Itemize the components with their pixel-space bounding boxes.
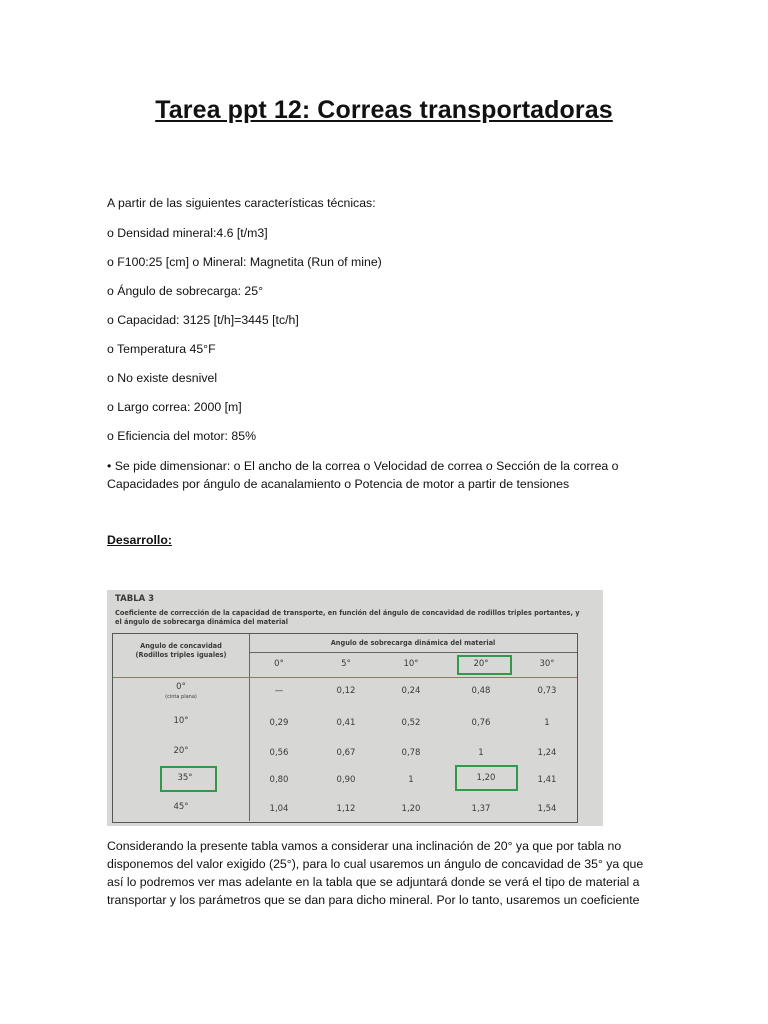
row-angle: 0° <box>176 682 186 692</box>
table-cell: 0,29 <box>269 718 289 728</box>
table-cell: 0,56 <box>269 748 289 758</box>
table-cell: 0,12 <box>336 686 356 696</box>
table-cell: 1,24 <box>537 748 557 758</box>
table-cell: 1,37 <box>471 804 491 814</box>
table-caption: Coeficiente de corrección de la capacidad de transporte, en función del ángulo de concavidad de rodillos triples portantes, y el ángulo de sobrecarga dinámica del material <box>115 609 580 626</box>
page-title: Tarea ppt 12: Correas transportadoras <box>155 96 613 124</box>
highlight-box <box>457 655 512 675</box>
table-cell: 0,24 <box>401 686 421 696</box>
spec-item: o Capacidad: 3125 [t/h]=3445 [tc/h] <box>107 313 299 327</box>
column-header: 10° <box>403 659 419 669</box>
table-cell: 1,04 <box>269 804 289 814</box>
spec-item: o Temperatura 45°F <box>107 342 216 356</box>
table-cell: 0,41 <box>336 718 356 728</box>
spec-item: o Densidad mineral:4.6 [t/m3] <box>107 226 268 240</box>
table-cell: 0,78 <box>401 748 421 758</box>
spec-item: o Eficiencia del motor: 85% <box>107 429 257 443</box>
row-note: (cinta plana) <box>165 694 197 700</box>
table-cell: 1,20 <box>476 773 496 783</box>
row-header-line: (Rodillos triples iguales) <box>135 651 227 659</box>
table-cell: 0,48 <box>471 686 491 696</box>
intro-paragraph: A partir de las siguientes características técnicas: <box>107 196 376 210</box>
row-angle: 35° <box>177 773 193 783</box>
table-cell: 1,12 <box>336 804 356 814</box>
spec-item: o F100:25 [cm] o Mineral: Magnetita (Run of mine) <box>107 255 382 269</box>
requirements-bullet: • Se pide dimensionar: o El ancho de la correa o Velocidad de correa o Sección de la correa o Capacidades por ángulo de acanalamiento o Potencia de motor a partir de tensiones <box>107 459 619 491</box>
column-group-header: Angulo de sobrecarga dinámica del material <box>330 639 496 647</box>
table-frame <box>112 633 578 823</box>
table-cell: 1,41 <box>537 775 557 785</box>
table-cell: 1,20 <box>401 804 421 814</box>
spec-item: o Ángulo de sobrecarga: 25° <box>107 284 264 298</box>
conclusion-paragraph: Considerando la presente tabla vamos a considerar una inclinación de 20° ya que por tabla no disponemos del valor exigido (25°), para lo cual usaremos un ángulo de concavidad de 35° ya que así lo podremos ver mas adelante en la tabla que se adjuntará donde se verá el tipo de material a transportar y los parámetros que se dan para dicho mineral. Por lo tanto, usaremos un coeficiente <box>107 839 644 907</box>
table-cell: 1 <box>408 775 414 785</box>
table-cell: 0,90 <box>336 775 356 785</box>
table-cell: 0,52 <box>401 718 421 728</box>
table-cell: 1 <box>544 718 550 728</box>
spec-item: o Largo correa: 2000 [m] <box>107 400 242 414</box>
column-header: 0° <box>274 659 284 669</box>
table-cell: 0,76 <box>471 718 491 728</box>
table-cell: 1 <box>478 748 484 758</box>
table-cell: — <box>274 686 284 696</box>
table-cell: 1,54 <box>537 804 557 814</box>
spec-item: o No existe desnivel <box>107 371 218 385</box>
column-header: 5° <box>341 659 351 669</box>
row-angle: 10° <box>173 716 189 726</box>
column-header: 30° <box>539 659 555 669</box>
table-label: TABLA 3 <box>115 594 155 604</box>
column-header: 20° <box>473 659 489 669</box>
table-image <box>107 590 603 826</box>
table-cell: 0,73 <box>537 686 557 696</box>
table-cell: 0,80 <box>269 775 289 785</box>
row-angle: 20° <box>173 746 189 756</box>
section-title: Desarrollo: <box>107 533 172 547</box>
table-cell: 0,67 <box>336 748 356 758</box>
row-header-line: Angulo de concavidad <box>140 642 222 650</box>
row-angle: 45° <box>173 802 189 812</box>
